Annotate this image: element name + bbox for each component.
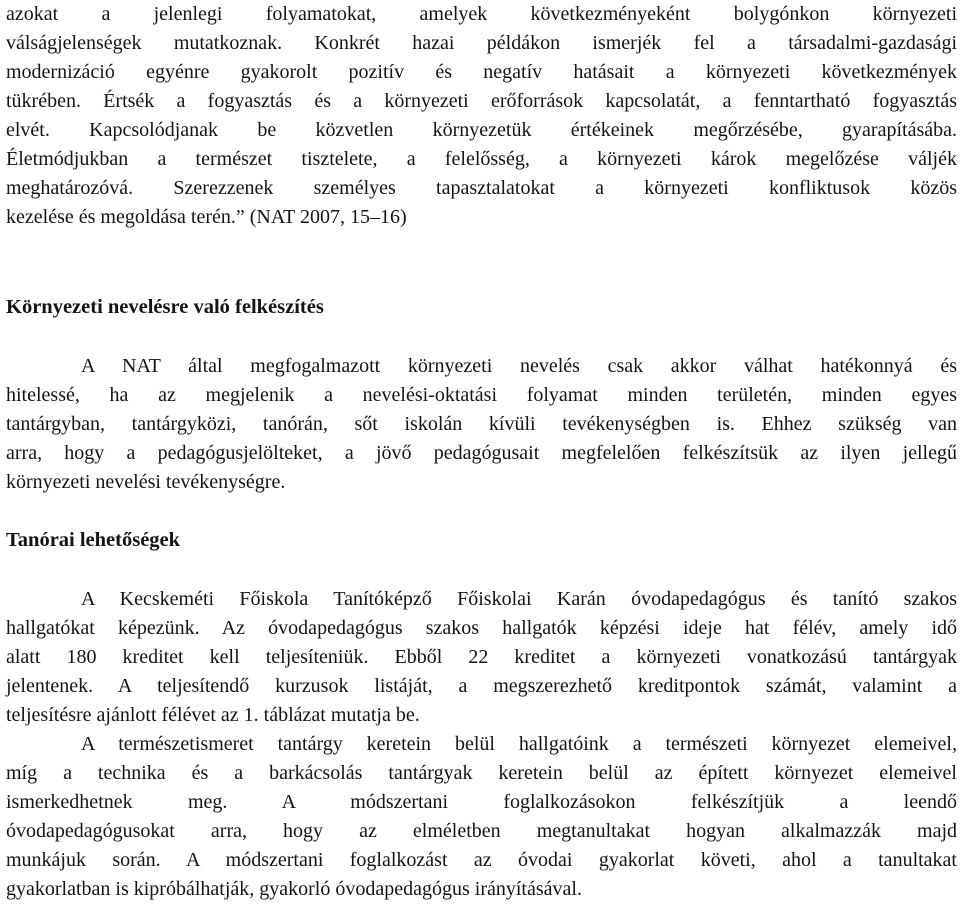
- text-line: válságjelenségek mutatkoznak. Konkrét hazai példákon ismerjék fel a társadalmi-gazdasági: [6, 32, 957, 54]
- text-line: alatt 180 kreditet kell teljesíteniük. Ebből 22 kreditet a környezeti vonatkozású tantárgyak: [6, 646, 957, 668]
- text-line: A NAT által megfogalmazott környezeti nevelés csak akkor válhat hatékonnyá és: [81, 355, 957, 377]
- text-line: A természetismeret tantárgy keretein belül hallgatóink a természeti környezet elemeivel,: [81, 733, 957, 755]
- text-line: jelentenek. A teljesítendő kurzusok listáját, a megszerezhető kreditpontok számát, valamint a: [6, 675, 957, 697]
- text-line: A Kecskeméti Főiskola Tanítóképző Főiskolai Karán óvodapedagógus és tanító szakos: [81, 588, 957, 610]
- text-line: arra, hogy a pedagógusjelölteket, a jövő pedagógusait megfelelően felkészítsük az ilyen jellegű: [6, 442, 957, 464]
- text-line: modernizáció egyénre gyakorolt pozitív és negatív hatásait a környezeti következmények: [6, 61, 957, 83]
- text-line: környezeti nevelési tevékenységre.: [6, 471, 286, 493]
- text-line: óvodapedagógusokat arra, hogy az elméletben megtanultakat hogyan alkalmazzák majd: [6, 820, 957, 842]
- text-line: azokat a jelenlegi folyamatokat, amelyek következményeként bolygónkon környezeti: [6, 3, 957, 25]
- text-line: tükrében. Értsék a fogyasztás és a környezeti erőforrások kapcsolatát, a fenntartható fogyasztás: [6, 90, 957, 112]
- text-line: meghatározóvá. Szerezzenek személyes tapasztalatokat a környezeti konfliktusok közös: [6, 177, 957, 199]
- text-line: hallgatókat képezünk. Az óvodapedagógus szakos hallgatók képzési ideje hat félév, amely idő: [6, 617, 957, 639]
- section-heading: Környezeti nevelésre való felkészítés: [6, 296, 324, 318]
- text-line: munkájuk során. A módszertani foglalkozást az óvodai gyakorlat követi, ahol a tanultakat: [6, 849, 957, 871]
- text-line: ismerkedhetnek meg. A módszertani foglalkozásokon felkészítjük a leendő: [6, 791, 957, 813]
- text-line: tantárgyban, tantárgyközi, tanórán, sőt iskolán kívüli tevékenységben is. Ehhez szükség van: [6, 413, 957, 435]
- text-line: teljesítésre ajánlott félévet az 1. táblázat mutatja be.: [6, 704, 420, 726]
- text-line: míg a technika és a barkácsolás tantárgyak keretein belül az épített környezet elemeivel: [6, 762, 957, 784]
- text-line: elvét. Kapcsolódjanak be közvetlen környezetük értékeinek megőrzésébe, gyarapításába.: [6, 119, 957, 141]
- text-line: hitelessé, ha az megjelenik a nevelési-oktatási folyamat minden területén, minden egyes: [6, 384, 957, 406]
- text-line: Életmódjukban a természet tisztelete, a felelősség, a környezeti károk megelőzése váljék: [6, 148, 957, 170]
- section-heading: Tanórai lehetőségek: [6, 529, 181, 551]
- text-line: gyakorlatban is kipróbálhatják, gyakorló óvodapedagógus irányításával.: [6, 878, 582, 900]
- text-line: kezelése és megoldása terén.” (NAT 2007, 15–16): [6, 206, 407, 228]
